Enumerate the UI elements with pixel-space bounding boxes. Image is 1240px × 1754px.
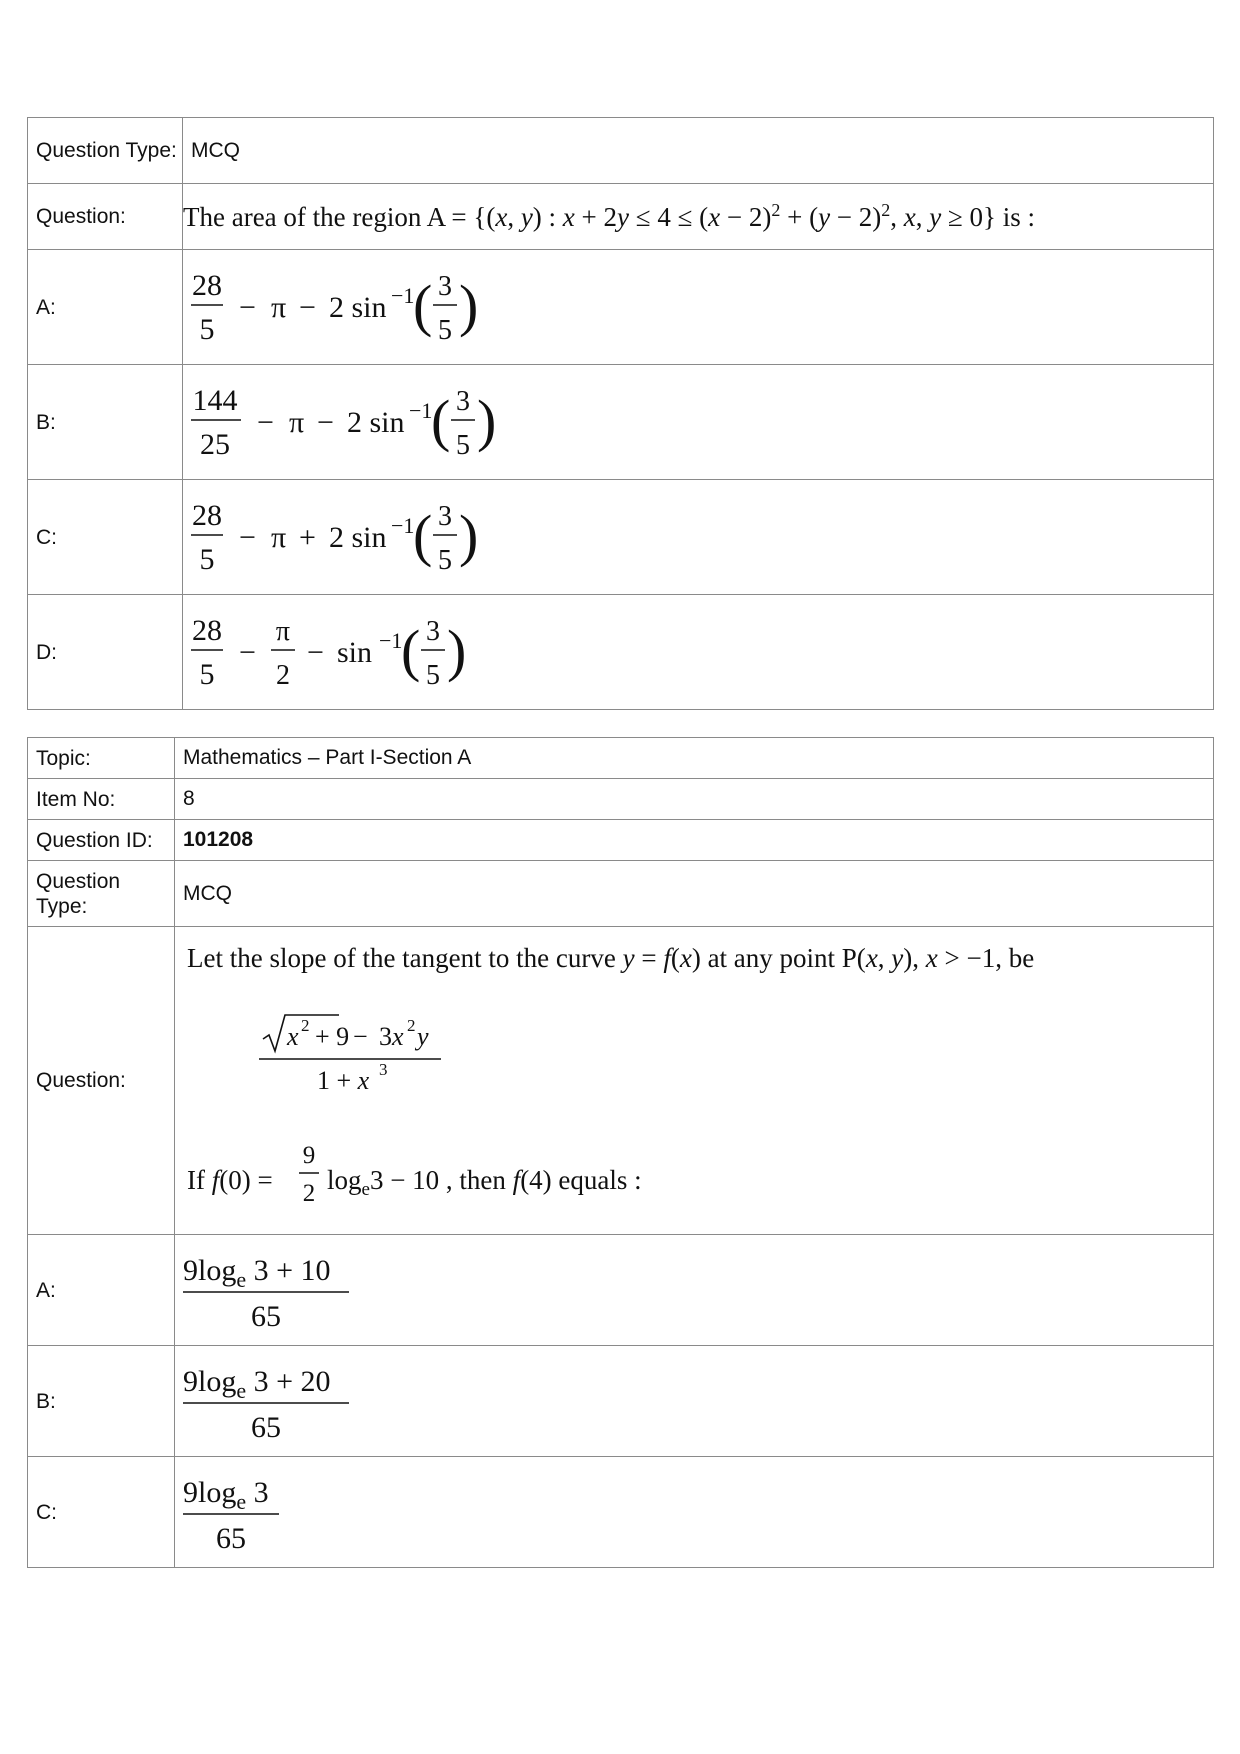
topic-value: Mathematics – Part I-Section A (175, 738, 1214, 779)
svg-text:2 sin: 2 sin (347, 405, 405, 439)
item-no-value: 8 (175, 779, 1214, 820)
svg-text:5: 5 (438, 314, 452, 346)
option-label: D: (28, 595, 183, 710)
topic-label: Topic: (28, 738, 175, 779)
svg-text:−: − (317, 405, 334, 439)
svg-text:−: − (299, 290, 316, 324)
svg-text:5: 5 (199, 312, 215, 346)
svg-text:−: − (353, 1022, 368, 1051)
question-id-label: Question ID: (28, 820, 175, 861)
svg-text:π: π (271, 290, 287, 324)
svg-text:−1: −1 (391, 512, 415, 538)
svg-text:sin: sin (337, 635, 373, 669)
svg-text:5: 5 (199, 657, 215, 691)
svg-text:9loge 3: $9\log_e$ 3 (183, 1475, 269, 1514)
option-label: B: (28, 1346, 175, 1457)
svg-text:25: 25 (200, 427, 230, 461)
svg-text:(: ( (401, 617, 421, 683)
svg-text:2: 2 (407, 1016, 416, 1035)
question-type-row (28, 118, 1214, 184)
question-type-label: Question Type: (28, 861, 175, 927)
option-row-a (28, 1235, 1214, 1346)
svg-text:3: 3 (456, 385, 470, 417)
svg-text:65: 65 (216, 1521, 246, 1555)
option-d-formula (183, 595, 1214, 710)
svg-text:3x: 3x (379, 1022, 404, 1051)
item-no-row (28, 779, 1214, 820)
question-text: The area of the region A = {(x, y) : $x + 2y \le 4 \le (x - 2)^2 + (y - 2)^2$, x, y ≥ 0} is : (183, 184, 1214, 250)
option-a-formula (183, 250, 1214, 365)
option-label: C: (28, 1457, 175, 1568)
question-label: Question: (28, 927, 175, 1235)
svg-text:5: 5 (438, 544, 452, 576)
option-label: A: (28, 1235, 175, 1346)
svg-text:−1: −1 (379, 627, 403, 653)
svg-text:3: 3 (438, 270, 452, 302)
option-a-formula (175, 1235, 1214, 1346)
option-c-formula (183, 480, 1214, 595)
svg-text:(: ( (413, 272, 433, 338)
question-type-value: MCQ (175, 861, 1214, 927)
svg-text:2: 2 (301, 1016, 310, 1035)
svg-text:5: 5 (456, 429, 470, 461)
question-table-1 (27, 117, 1214, 710)
svg-text:−: − (239, 290, 256, 324)
option-row-a (28, 250, 1214, 365)
svg-text:28: 28 (192, 268, 222, 302)
svg-text:−: − (307, 635, 324, 669)
svg-text:): ) (477, 387, 497, 453)
question-row (28, 184, 1214, 250)
question-table-2 (27, 737, 1214, 1568)
svg-text:−1: −1 (409, 397, 433, 423)
question-label: Question: (28, 184, 183, 250)
svg-text:1 + x: 1 + x (317, 1066, 370, 1095)
question-type-row (28, 861, 1214, 927)
svg-text:9loge 3 + 20: $9\log_e$ 3 + 20 (183, 1364, 331, 1403)
option-c-formula (175, 1457, 1214, 1568)
question-type-value: MCQ (183, 118, 1214, 184)
svg-text:): ) (447, 617, 467, 683)
svg-text:3: 3 (438, 500, 452, 532)
svg-text:28: 28 (192, 498, 222, 532)
svg-text:3: 3 (426, 615, 440, 647)
option-row-b (28, 1346, 1214, 1457)
option-row-c (28, 1457, 1214, 1568)
question-id-row (28, 820, 1214, 861)
option-label: C: (28, 480, 183, 595)
svg-text:28: 28 (192, 613, 222, 647)
svg-text:5: 5 (426, 659, 440, 691)
svg-text:loge3 − 10 , then f(4) equals: $\log_e3 - 10$ , then f(4) equals : (327, 1165, 642, 1200)
svg-text:): ) (459, 502, 479, 568)
svg-text:65: 65 (251, 1410, 281, 1444)
question-line-1: Let the slope of the tangent to the curve y = f(x) at any point P(x, y), x > −1, be (187, 943, 1035, 973)
item-no-label: Item No: (28, 779, 175, 820)
svg-text:(: ( (431, 387, 451, 453)
svg-text:+: + (299, 520, 316, 554)
question-type-label: Question Type: (28, 118, 183, 184)
svg-text:−: − (239, 635, 256, 669)
svg-text:): ) (459, 272, 479, 338)
svg-text:9loge 3 + 10: $9\log_e$ 3 + 10 (183, 1253, 331, 1292)
svg-text:−: − (257, 405, 274, 439)
svg-text:y: y (417, 1022, 429, 1051)
option-b-formula (183, 365, 1214, 480)
topic-row (28, 738, 1214, 779)
svg-text:2 sin: 2 sin (329, 520, 387, 554)
svg-text:2: 2 (302, 1180, 316, 1207)
question-row (28, 927, 1214, 1235)
option-row-c (28, 480, 1214, 595)
svg-text:If f(0) =: If f(0) = (187, 1165, 273, 1195)
svg-text:5: 5 (199, 542, 215, 576)
svg-text:π: π (275, 615, 291, 647)
svg-text:π: π (289, 405, 305, 439)
svg-text:+ 9: + 9 (315, 1022, 350, 1051)
svg-text:3: 3 (379, 1060, 388, 1079)
svg-text:2: 2 (276, 659, 290, 691)
option-row-b (28, 365, 1214, 480)
option-b-formula (175, 1346, 1214, 1457)
option-row-d (28, 595, 1214, 710)
question-id-value (175, 820, 1214, 861)
question-id-number: 101208 (183, 828, 254, 851)
svg-text:−1: −1 (391, 282, 415, 308)
question-body (175, 927, 1214, 1235)
svg-text:π: π (271, 520, 287, 554)
option-label: B: (28, 365, 183, 480)
option-label: A: (28, 250, 183, 365)
svg-text:9: 9 (302, 1142, 316, 1169)
svg-text:(: ( (413, 502, 433, 568)
svg-text:x: x (287, 1022, 299, 1051)
svg-text:144: 144 (192, 383, 238, 417)
svg-text:2 sin: 2 sin (329, 290, 387, 324)
svg-text:65: 65 (251, 1299, 281, 1333)
svg-text:−: − (239, 520, 256, 554)
